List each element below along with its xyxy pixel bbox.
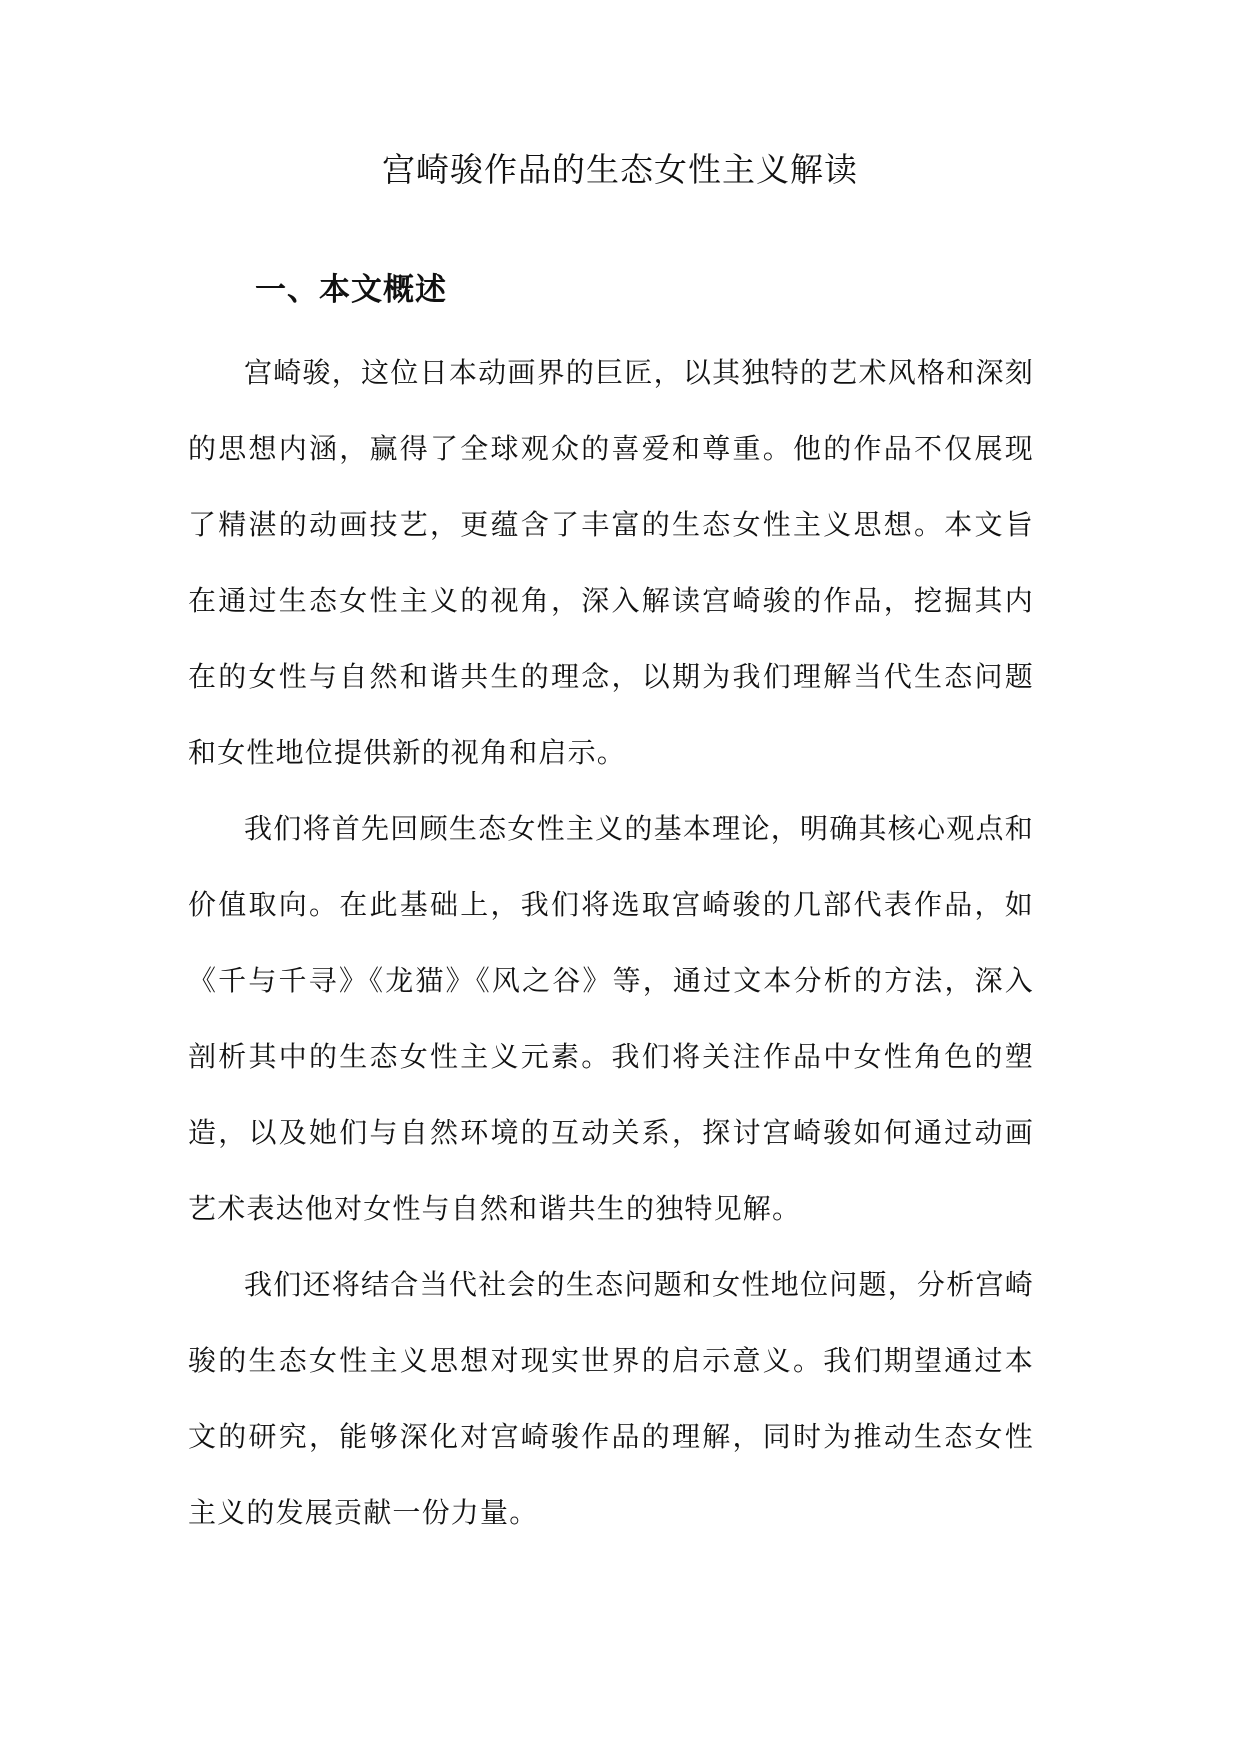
document-title: 宫崎骏作品的生态女性主义解读	[382, 150, 858, 189]
paragraph-2: 我们将首先回顾生态女性主义的基本理论，明确其核心观点和价值取向。在此基础上，我们将选取宫崎骏的几部代表作品，如《千与千寻》《龙猫》《风之谷》等，通过文本分析的方法，深入剖析其中的生态女性主义元素。我们将关注作品中女性角色的塑造，以及她们与自然环境的互动关系，探讨宫崎骏如何通过动画艺术表达他对女性与自然和谐共生的独特见解。	[188, 812, 1034, 1225]
section-heading: 一、本文概述	[255, 272, 447, 308]
paragraph-3: 我们还将结合当代社会的生态问题和女性地位问题，分析宫崎骏的生态女性主义思想对现实世界的启示意义。我们期望通过本文的研究，能够深化对宫崎骏作品的理解，同时为推动生态女性主义的发展贡献一份力量。	[188, 1268, 1034, 1529]
paragraph-1: 宫崎骏，这位日本动画界的巨匠，以其独特的艺术风格和深刻的思想内涵，赢得了全球观众的喜爱和尊重。他的作品不仅展现了精湛的动画技艺，更蕴含了丰富的生态女性主义思想。本文旨在通过生态女性主义的视角，深入解读宫崎骏的作品，挖掘其内在的女性与自然和谐共生的理念，以期为我们理解当代生态问题和女性地位提供新的视角和启示。	[188, 356, 1034, 769]
